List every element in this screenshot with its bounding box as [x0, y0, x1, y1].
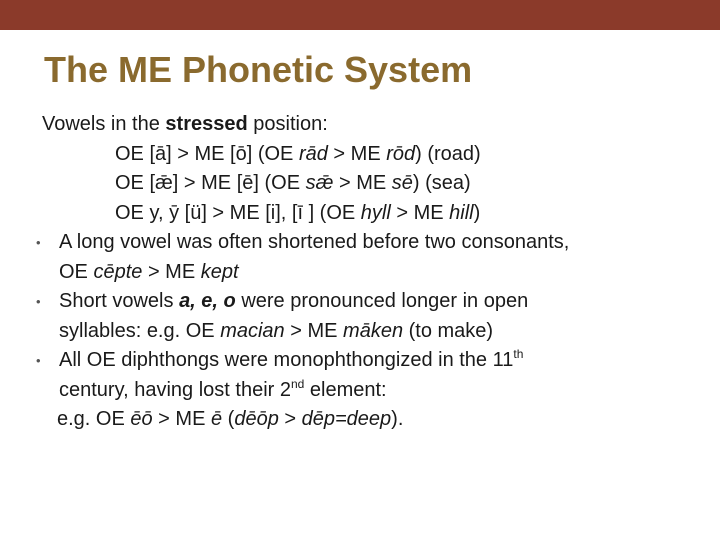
bullet-monophthongization-cont: century, having lost their 2nd element: [59, 376, 387, 401]
bullet-shortening-cont: OE cēpte > ME kept [59, 260, 239, 283]
intro-line: Vowels in the stressed position: [42, 113, 328, 135]
example-line: e.g. OE ēō > ME ē (dēōp > dēp=deep). [57, 408, 404, 430]
slide-body [42, 110, 702, 435]
bullet-shortening: • A long vowel was often shortened before two consonants, [42, 228, 702, 258]
slide-accent-bar [0, 0, 720, 30]
bullet-lengthening: • Short vowels a, e, o were pronounced longer in open [42, 287, 702, 317]
sound-change-ae-to-e: OE [ǣ] > ME [ē] (OE sǣ > ME sē) (sea) [115, 172, 471, 194]
sound-change-a-to-o: OE [ā] > ME [ō] (OE rād > ME rōd) (road) [115, 142, 481, 165]
sound-change-y-to-i: OE y, ȳ [ü] > ME [i], [ī ] (OE hyll > ME hill) [115, 201, 481, 224]
bullet-lengthening-cont: syllables: e.g. OE macian > ME māken (to make) [59, 319, 494, 342]
bullet-monophthongization: • All OE diphthongs were monophthongized in the 11th [42, 346, 702, 376]
slide-title: The ME Phonetic System [44, 49, 473, 90]
